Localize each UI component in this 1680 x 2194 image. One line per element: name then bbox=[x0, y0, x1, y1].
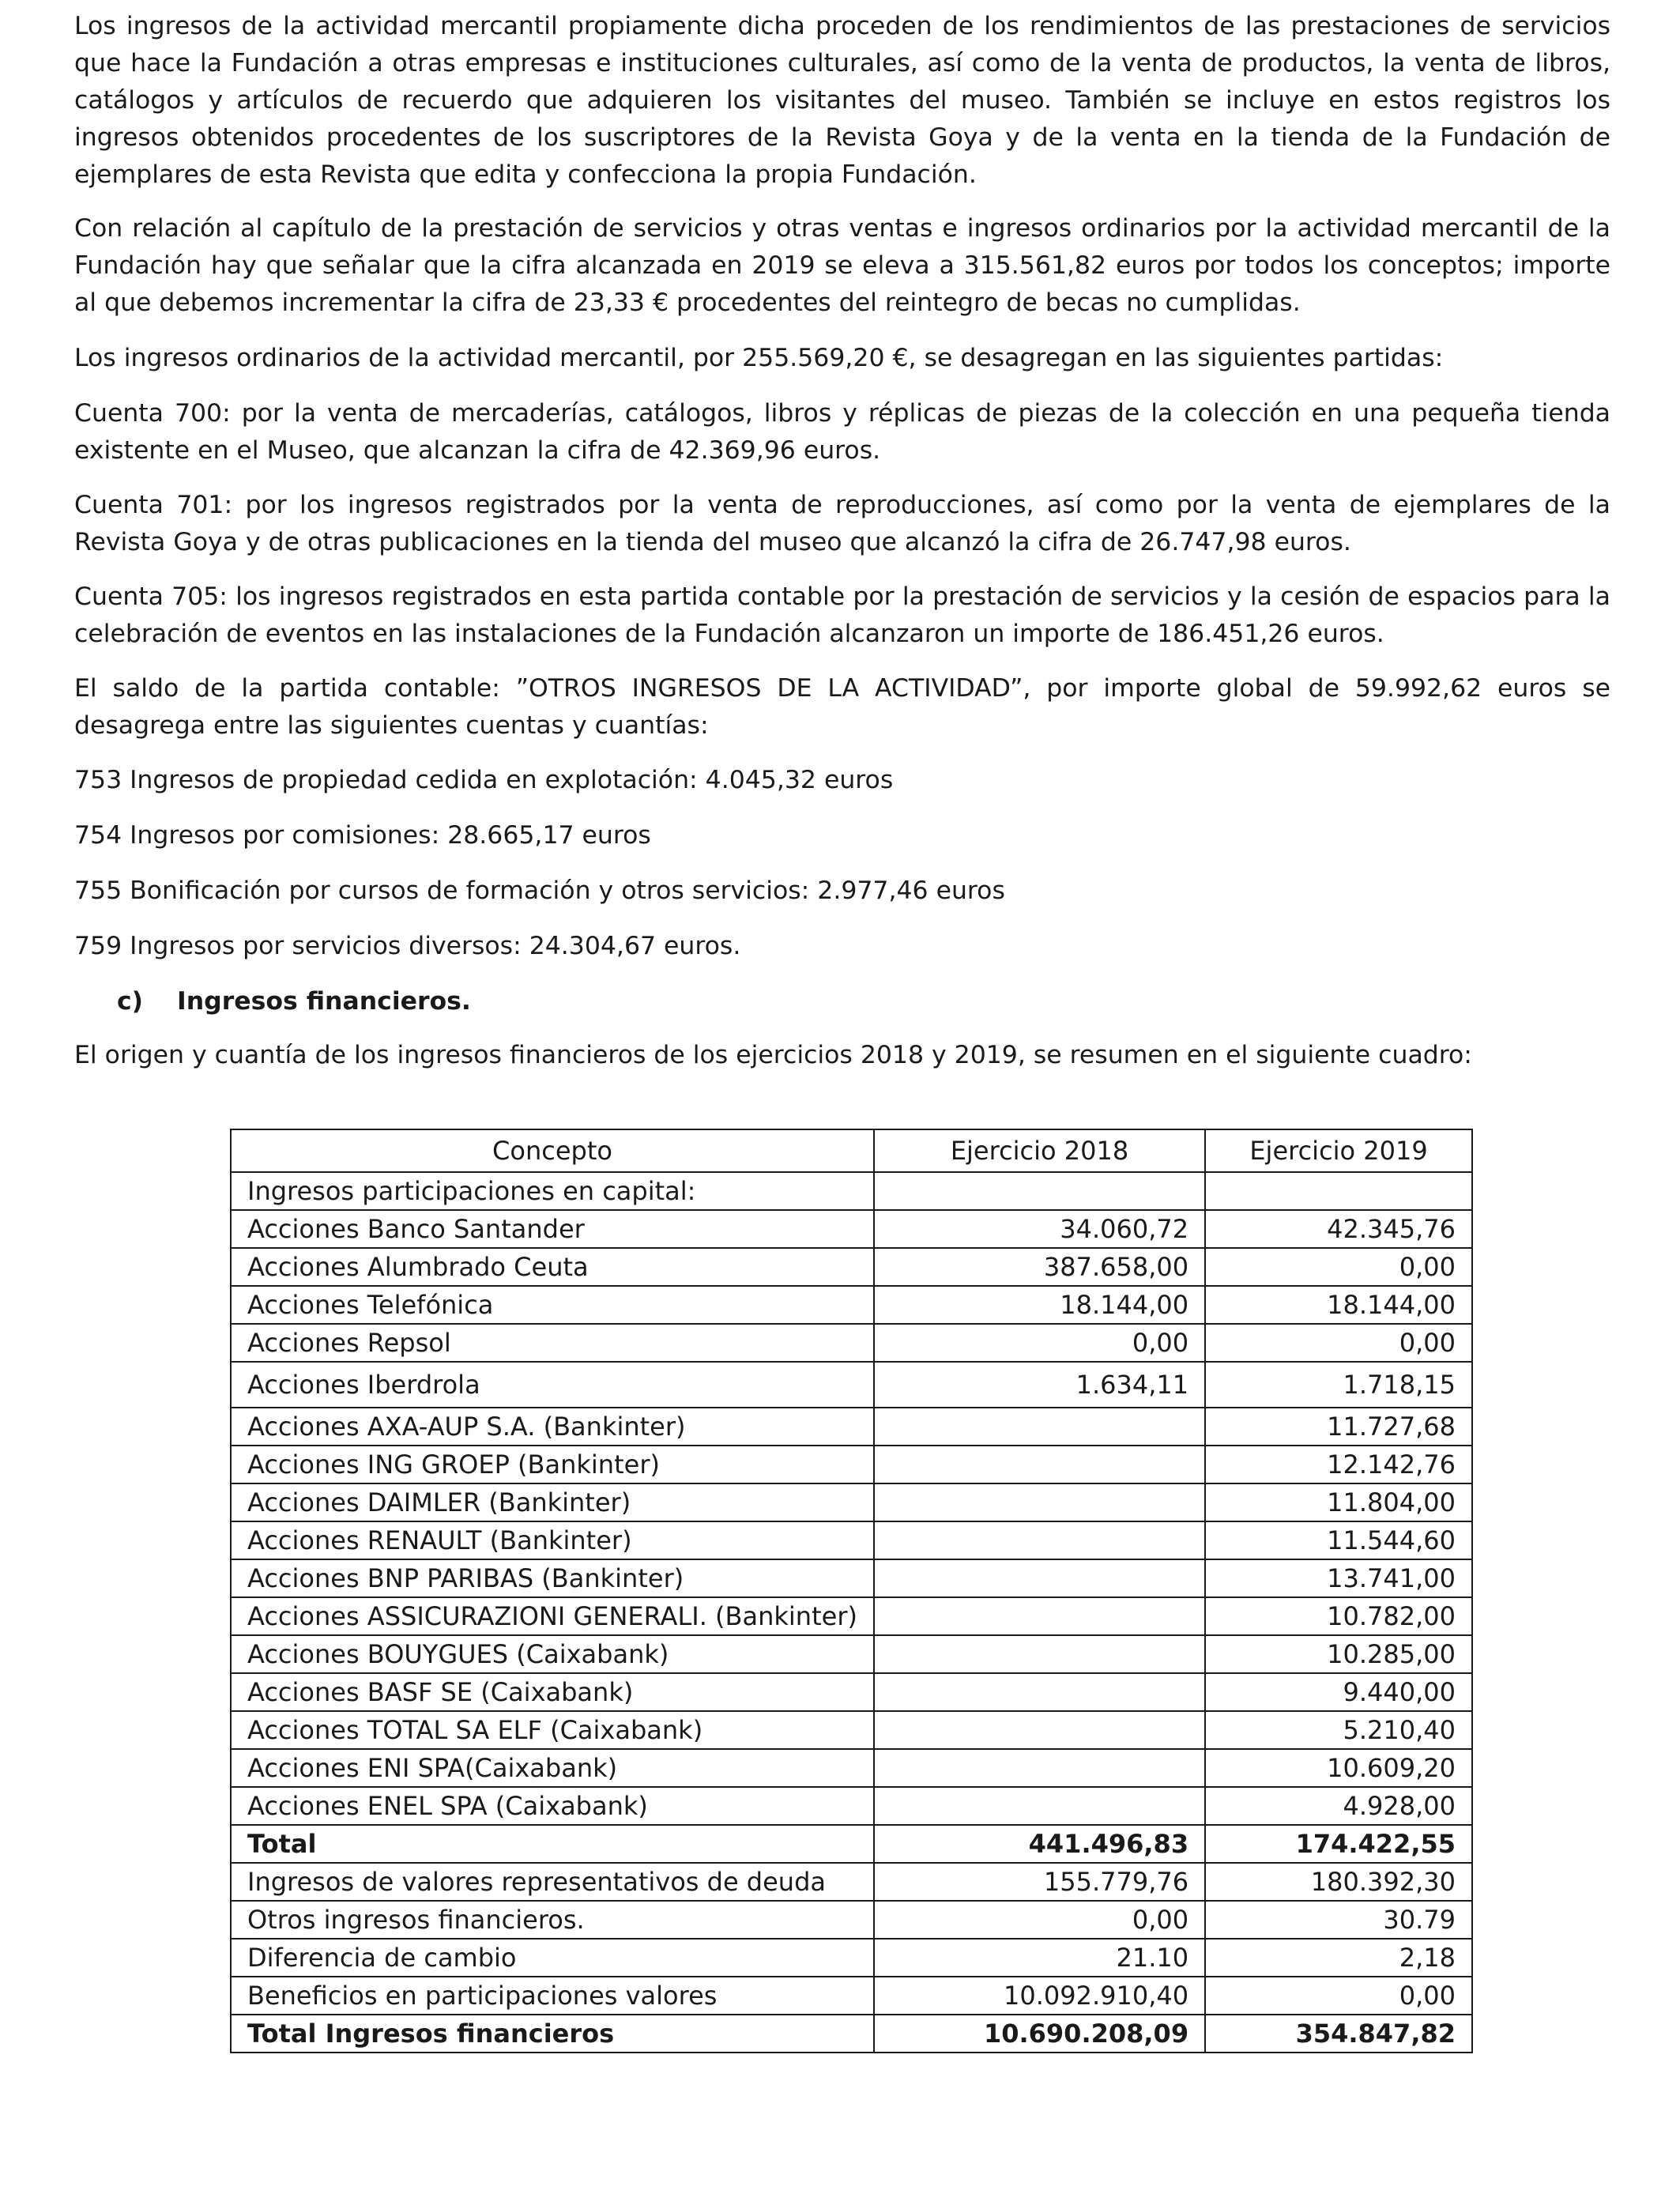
cell-concepto: Acciones Repsol bbox=[231, 1324, 874, 1362]
cell-ejercicio-2019 bbox=[1205, 1172, 1472, 1210]
paragraph-services-total: Con relación al capítulo de la prestación de servicios y otras ventas e ingresos ordinarios por la actividad mercantil de la Fundación hay que señalar que la cifra alcanzada en 2019 se eleva a 315.561,82 euros por todos los conceptos; importe al que debemos incrementar la cifra de 23,33 € procedentes del reintegro de becas no cumplidas. bbox=[74, 214, 1610, 317]
paragraph-account-701: Cuenta 701: por los ingresos registrados por la venta de reproducciones, así como por la venta de ejemplares de la Revista Goya y de otras publicaciones en la tienda del museo que alcanzó la cifra de 26.747,98 euros. bbox=[74, 491, 1610, 556]
cell-ejercicio-2018: 0,00 bbox=[874, 1901, 1205, 1939]
cell-concepto: Acciones ENEL SPA (Caixabank) bbox=[231, 1787, 874, 1825]
cell-ejercicio-2018 bbox=[874, 1787, 1205, 1825]
cell-concepto: Acciones AXA-AUP S.A. (Bankinter) bbox=[231, 1408, 874, 1446]
cell-concepto: Acciones ASSICURAZIONI GENERALI. (Bankinter) bbox=[231, 1597, 874, 1635]
table-row bbox=[231, 1749, 1472, 1787]
table-row bbox=[231, 1559, 1472, 1597]
table-row bbox=[231, 1172, 1472, 1210]
table-row bbox=[231, 1210, 1472, 1248]
cell-concepto: Acciones ING GROEP (Bankinter) bbox=[231, 1446, 874, 1483]
table-row bbox=[231, 1787, 1472, 1825]
cell-ejercicio-2018 bbox=[874, 1597, 1205, 1635]
table-row bbox=[231, 1408, 1472, 1446]
line-account-755: 755 Bonificación por cursos de formación y otros servicios: 2.977,46 euros bbox=[74, 876, 1005, 905]
paragraph-account-705: Cuenta 705: los ingresos registrados en esta partida contable por la prestación de servicios y la cesión de espacios para la celebración de eventos en las instalaciones de la Fundación alcanzaron un importe de 186.451,26 euros. bbox=[74, 582, 1610, 648]
cell-ejercicio-2019: 12.142,76 bbox=[1205, 1446, 1472, 1483]
table-row bbox=[231, 1901, 1472, 1939]
cell-ejercicio-2018 bbox=[874, 1521, 1205, 1559]
section-letter: c) bbox=[117, 987, 144, 1016]
cell-ejercicio-2018: 155.779,76 bbox=[874, 1863, 1205, 1901]
header-concepto: Concepto bbox=[231, 1129, 874, 1172]
cell-ejercicio-2019: 11.544,60 bbox=[1205, 1521, 1472, 1559]
paragraph-ordinary-income: Los ingresos ordinarios de la actividad mercantil, por 255.569,20 €, se desagregan en las siguientes partidas: bbox=[74, 344, 1444, 372]
paragraph-intro-revenue: Los ingresos de la actividad mercantil propiamente dicha proceden de los rendimientos de las prestaciones de servicios que hace la Fundación a otras empresas e instituciones culturales, así como de la venta de productos, la venta de libros, catálogos y artículos de recuerdo que adquieren los visitantes del museo. También se incluye en estos registros los ingresos obtenidos procedentes de los suscriptores de la Revista Goya y de la venta en la tienda de la Fundación de ejemplares de esta Revista que edita y confecciona la propia Fundación. bbox=[74, 12, 1610, 189]
cell-ejercicio-2018 bbox=[874, 1559, 1205, 1597]
cell-ejercicio-2018 bbox=[874, 1711, 1205, 1749]
table-row bbox=[231, 1521, 1472, 1559]
table-body bbox=[231, 1172, 1472, 2053]
cell-ejercicio-2019: 11.804,00 bbox=[1205, 1483, 1472, 1521]
cell-concepto: Acciones Banco Santander bbox=[231, 1210, 874, 1248]
cell-concepto: Acciones BOUYGUES (Caixabank) bbox=[231, 1635, 874, 1673]
cell-ejercicio-2018 bbox=[874, 1446, 1205, 1483]
cell-ejercicio-2019: 180.392,30 bbox=[1205, 1863, 1472, 1901]
cell-ejercicio-2019: 0,00 bbox=[1205, 1248, 1472, 1286]
paragraph-account-700: Cuenta 700: por la venta de mercaderías, catálogos, libros y réplicas de piezas de la colección en una pequeña tienda existente en el Museo, que alcanzan la cifra de 42.369,96 euros. bbox=[74, 399, 1610, 465]
cell-concepto: Acciones BASF SE (Caixabank) bbox=[231, 1673, 874, 1711]
cell-ejercicio-2019: 174.422,55 bbox=[1205, 1825, 1472, 1863]
table-row bbox=[231, 1635, 1472, 1673]
cell-concepto: Acciones TOTAL SA ELF (Caixabank) bbox=[231, 1711, 874, 1749]
cell-ejercicio-2019: 0,00 bbox=[1205, 1324, 1472, 1362]
cell-ejercicio-2018: 21.10 bbox=[874, 1939, 1205, 1977]
line-account-754: 754 Ingresos por comisiones: 28.665,17 euros bbox=[74, 821, 651, 850]
cell-concepto: Acciones Alumbrado Ceuta bbox=[231, 1248, 874, 1286]
cell-concepto: Acciones Telefónica bbox=[231, 1286, 874, 1324]
cell-ejercicio-2019: 10.609,20 bbox=[1205, 1749, 1472, 1787]
cell-concepto: Total Ingresos financieros bbox=[231, 2015, 874, 2053]
table-row bbox=[231, 1248, 1472, 1286]
cell-concepto: Ingresos participaciones en capital: bbox=[231, 1172, 874, 1210]
section-title: Ingresos financieros. bbox=[177, 987, 471, 1016]
table-row bbox=[231, 1362, 1472, 1408]
cell-ejercicio-2019: 13.741,00 bbox=[1205, 1559, 1472, 1597]
cell-ejercicio-2019: 9.440,00 bbox=[1205, 1673, 1472, 1711]
table-row bbox=[231, 1977, 1472, 2015]
line-account-753: 753 Ingresos de propiedad cedida en explotación: 4.045,32 euros bbox=[74, 766, 894, 794]
table-total-row bbox=[231, 1825, 1472, 1863]
cell-concepto: Acciones ENI SPA(Caixabank) bbox=[231, 1749, 874, 1787]
line-account-759: 759 Ingresos por servicios diversos: 24.304,67 euros. bbox=[74, 932, 741, 960]
section-heading bbox=[74, 983, 471, 1020]
cell-ejercicio-2019: 42.345,76 bbox=[1205, 1210, 1472, 1248]
cell-ejercicio-2018: 10.092.910,40 bbox=[874, 1977, 1205, 2015]
cell-ejercicio-2018 bbox=[874, 1635, 1205, 1673]
cell-concepto: Total bbox=[231, 1825, 874, 1863]
cell-ejercicio-2019: 354.847,82 bbox=[1205, 2015, 1472, 2053]
cell-concepto: Acciones BNP PARIBAS (Bankinter) bbox=[231, 1559, 874, 1597]
financial-income-table bbox=[230, 1129, 1473, 2053]
paragraph-table-intro: El origen y cuantía de los ingresos financieros de los ejercicios 2018 y 2019, se resumen en el siguiente cuadro: bbox=[74, 1041, 1472, 1069]
table-row bbox=[231, 1863, 1472, 1901]
header-ejercicio-2018: Ejercicio 2018 bbox=[874, 1129, 1205, 1172]
cell-ejercicio-2019: 10.285,00 bbox=[1205, 1635, 1472, 1673]
table-header-row bbox=[231, 1129, 1472, 1172]
cell-ejercicio-2018 bbox=[874, 1483, 1205, 1521]
cell-ejercicio-2019: 2,18 bbox=[1205, 1939, 1472, 1977]
cell-ejercicio-2018 bbox=[874, 1749, 1205, 1787]
table-row bbox=[231, 1483, 1472, 1521]
cell-ejercicio-2018: 10.690.208,09 bbox=[874, 2015, 1205, 2053]
cell-ejercicio-2018: 1.634,11 bbox=[874, 1362, 1205, 1408]
cell-ejercicio-2018: 387.658,00 bbox=[874, 1248, 1205, 1286]
table-row bbox=[231, 1939, 1472, 1977]
cell-ejercicio-2018 bbox=[874, 1172, 1205, 1210]
cell-concepto: Acciones Iberdrola bbox=[231, 1362, 874, 1408]
cell-ejercicio-2019: 5.210,40 bbox=[1205, 1711, 1472, 1749]
cell-concepto: Acciones DAIMLER (Bankinter) bbox=[231, 1483, 874, 1521]
cell-ejercicio-2019: 1.718,15 bbox=[1205, 1362, 1472, 1408]
cell-ejercicio-2018: 34.060,72 bbox=[874, 1210, 1205, 1248]
cell-concepto: Acciones RENAULT (Bankinter) bbox=[231, 1521, 874, 1559]
cell-concepto: Beneficios en participaciones valores bbox=[231, 1977, 874, 2015]
table-row bbox=[231, 1324, 1472, 1362]
cell-ejercicio-2018: 441.496,83 bbox=[874, 1825, 1205, 1863]
cell-ejercicio-2018 bbox=[874, 1408, 1205, 1446]
cell-ejercicio-2019: 4.928,00 bbox=[1205, 1787, 1472, 1825]
table-row bbox=[231, 1673, 1472, 1711]
table-row bbox=[231, 1711, 1472, 1749]
cell-concepto: Otros ingresos financieros. bbox=[231, 1901, 874, 1939]
cell-ejercicio-2019: 11.727,68 bbox=[1205, 1408, 1472, 1446]
cell-ejercicio-2018: 0,00 bbox=[874, 1324, 1205, 1362]
table-row bbox=[231, 1446, 1472, 1483]
cell-concepto: Ingresos de valores representativos de deuda bbox=[231, 1863, 874, 1901]
cell-ejercicio-2018: 18.144,00 bbox=[874, 1286, 1205, 1324]
cell-ejercicio-2019: 18.144,00 bbox=[1205, 1286, 1472, 1324]
cell-ejercicio-2019: 10.782,00 bbox=[1205, 1597, 1472, 1635]
table-total-row bbox=[231, 2015, 1472, 2053]
header-ejercicio-2019: Ejercicio 2019 bbox=[1205, 1129, 1472, 1172]
cell-ejercicio-2018 bbox=[874, 1673, 1205, 1711]
cell-ejercicio-2019: 30.79 bbox=[1205, 1901, 1472, 1939]
table-row bbox=[231, 1597, 1472, 1635]
table-row bbox=[231, 1286, 1472, 1324]
cell-ejercicio-2019: 0,00 bbox=[1205, 1977, 1472, 2015]
cell-concepto: Diferencia de cambio bbox=[231, 1939, 874, 1977]
paragraph-other-income: El saldo de la partida contable: ”OTROS INGRESOS DE LA ACTIVIDAD”, por importe global de 59.992,62 euros se desagrega entre las siguientes cuentas y cuantías: bbox=[74, 674, 1610, 740]
